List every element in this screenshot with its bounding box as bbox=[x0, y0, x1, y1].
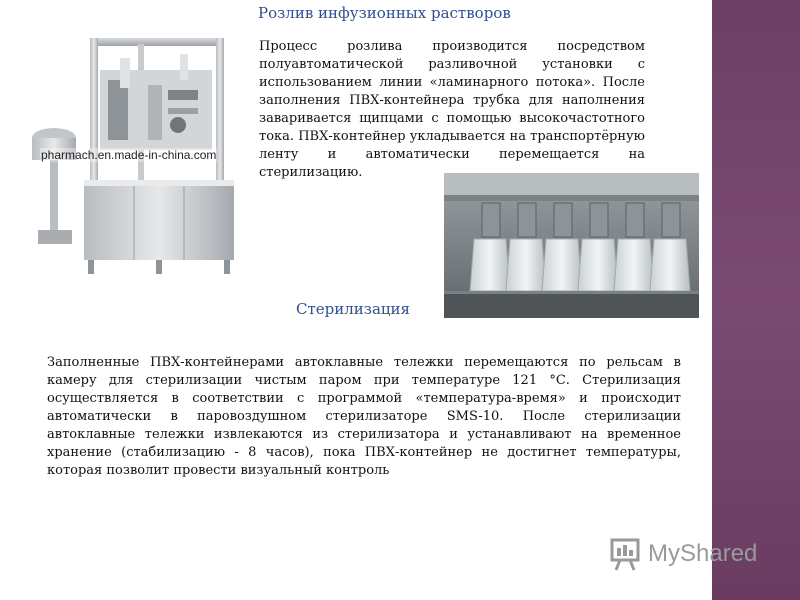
myshared-logo bbox=[608, 536, 757, 572]
image-watermark: pharmach.en.made-in-china.com bbox=[41, 148, 217, 162]
pvc-bags-photo bbox=[444, 173, 699, 318]
logo-text: MyShared bbox=[648, 540, 758, 567]
presentation-board-icon bbox=[608, 536, 644, 572]
filling-description: Процесс розлива производится посредством полуавтоматической разливочной установки с использованием линии «ламинарного потока». После заполнения ПВХ-контейнера трубка для наполнения заваривается щипцами с помощью высокочастотного тока. ПВХ-контейнер укладывается на транспортёрную ленту и автоматически перемещается на стерилизацию. bbox=[259, 39, 645, 180]
decorative-side-band bbox=[712, 0, 800, 600]
slide-title: Розлив инфузионных растворов bbox=[258, 4, 511, 22]
sterilization-description: Заполненные ПВХ-контейнерами автоклавные тележки перемещаются по рельсам в камеру для стерилизации чистым паром при температуре 121 °С. Стерилизация осуществляется в соответствии с программой «температура-время» и происходит автоматически в паровоздушном стерилизаторе SMS-10. После стерилизации автоклавные тележки извлекаются из стерилизатора и устанавливают на временное хранение (стабилизацию - 8 часов), пока ПВХ-контейнер не достигнет температуры, которая позволит провести визуальный контроль bbox=[47, 355, 681, 478]
section-title-sterilization: Стерилизация bbox=[296, 300, 411, 318]
